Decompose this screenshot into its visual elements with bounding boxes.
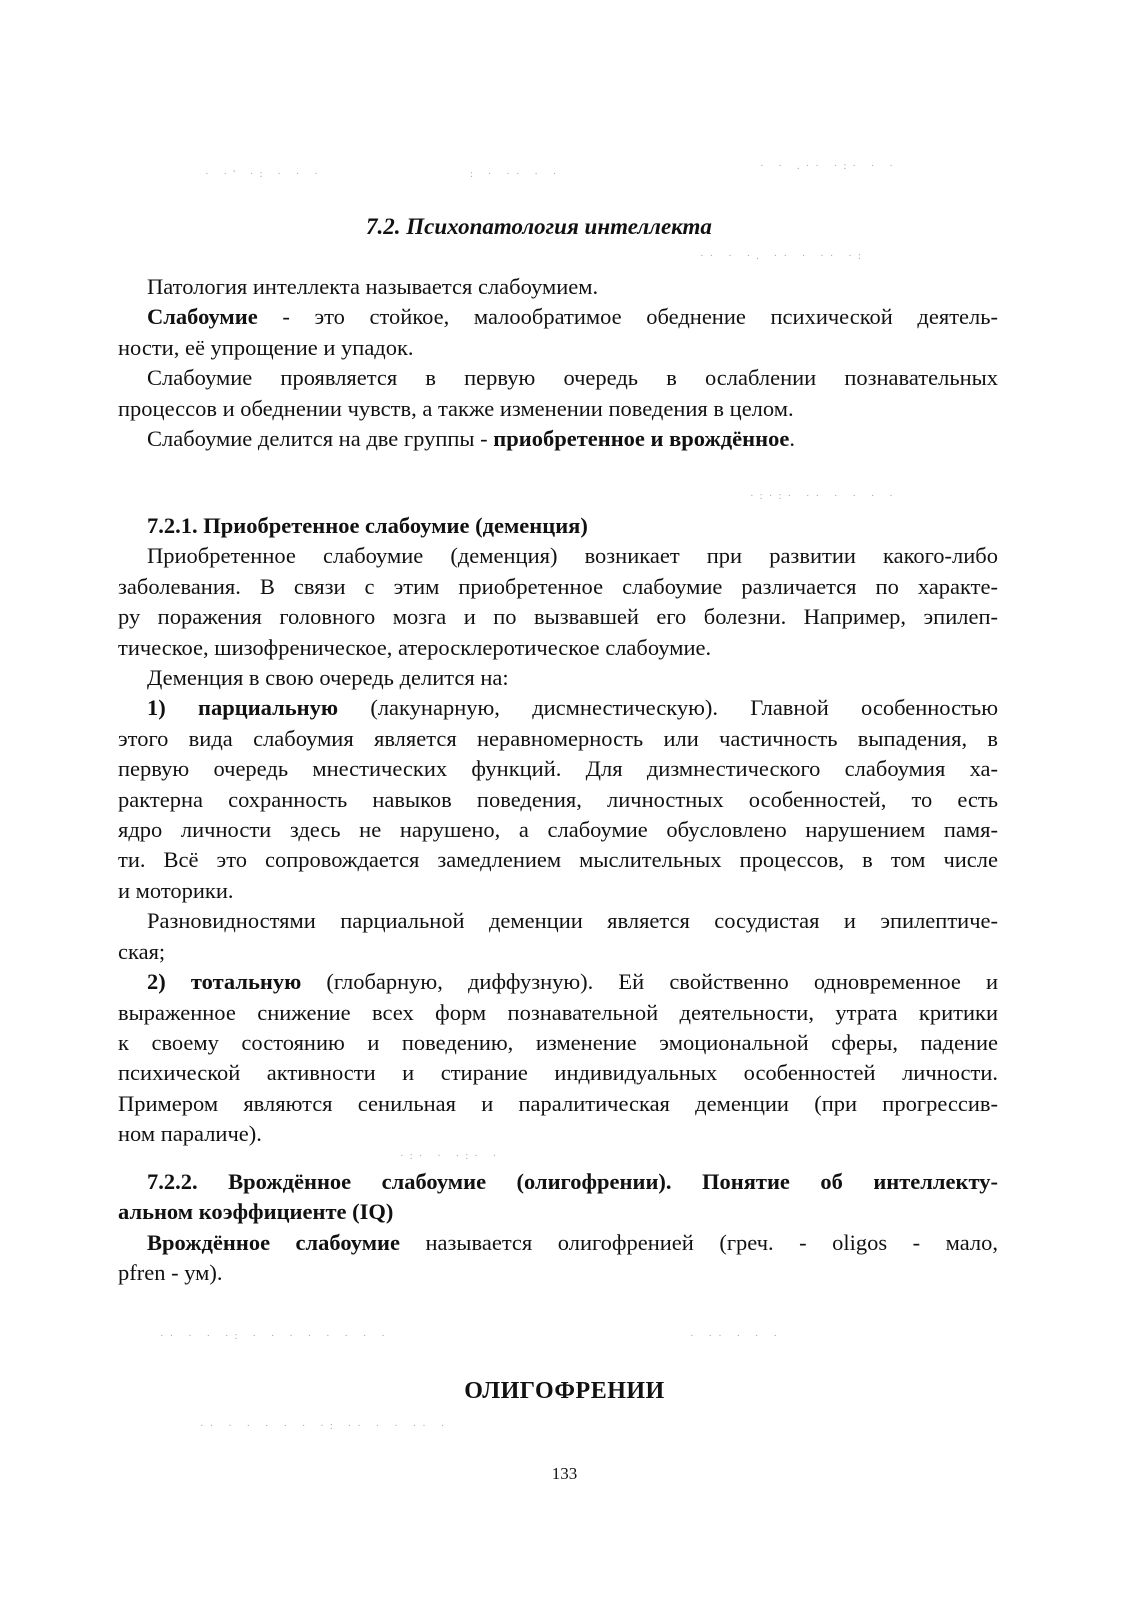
list-item-text: (глобарную, диффузную). Ей свойственно одновременное и [301,969,999,995]
paragraph-line: этого вида слабоумия является неравномерность или частичность выпадения, в [118,725,998,751]
paragraph-line: психической активности и стирание индивидуальных особенностей личности. [118,1060,998,1086]
subsection-heading-line-2: альном коэффициенте (IQ) [118,1199,394,1225]
chapter-heading: ОЛИГОФРЕНИИ [464,1378,665,1404]
scan-noise: · ·' ·: · · · [205,168,324,180]
intro-paragraph-3-line-1: Слабоумие проявляется в первую очередь в ослаблении познавательных [147,365,998,391]
scan-noise: ·· · · ·: · · · · · · · · [160,1330,391,1342]
scan-noise: ·:·:· ·· · · · · [750,490,899,502]
paragraph-line: Разновидностями парциальной деменции является сосудистая и эпилептиче- [147,908,998,934]
paragraph-line: Деменция в свою очередь делится на: [147,665,509,691]
list-item-total [118,967,998,997]
subsection-congenital [118,1167,998,1289]
paragraph-text: называется олигофренией (греч. - oligos - мало, [400,1229,999,1255]
scan-noise: · ·· · · · [690,1330,783,1342]
paragraph-line: и моторики. [118,877,234,903]
term-dementia: Слабоумие [147,304,258,330]
list-item-text: (лакунарную, дисмнестическую). Главной особенностью [338,695,999,721]
paragraph-line [118,1228,998,1258]
scan-noise: : · ·· · · [470,168,563,180]
scan-noise: ·· · · · · · ·: ·· · · ·· · [200,1420,451,1432]
intro-paragraph-4-text: Слабоумие делится на две группы - [147,426,494,452]
intro-paragraph-2-text: - это стойкое, малообратимое обеднение психической деятель- [257,304,998,330]
paragraph-line: выраженное снижение всех форм познавательной деятельности, утрата критики [118,999,998,1025]
list-item-partial [118,693,998,723]
page-number: 133 [551,1464,578,1483]
scan-noise: ·· · ·. ·· · ·· ·: [700,250,867,262]
intro-text [118,272,998,454]
paragraph-line: ская; [118,938,166,964]
section-title: 7.2. Психопатология интеллекта [366,214,712,239]
subsection-heading: 7.2.1. Приобретенное слабоумие (деменция) [147,513,588,538]
paragraph-line: ти. Всё это сопровождается замедлением мыслительных процессов, в том числе [118,847,998,873]
scan-noise: · · .·· ·:· · · [760,160,899,172]
paragraph-line: заболевания. В связи с этим приобретенное слабоумие различается по характе- [118,573,998,599]
intro-paragraph-2-line-1 [118,302,998,332]
paragraph-line: рактерна сохранность навыков поведения, личностных особенностей, то есть [118,786,998,812]
paragraph-line: ядро личности здесь не нарушено, а слабоумие обусловлено нарушением памя- [118,817,998,843]
paragraph-line: ном параличе). [118,1121,262,1147]
list-item-label: 2) тотальную [147,969,302,995]
paragraph-line: Примером являются сенильная и паралитическая деменции (при прогрессив- [118,1090,998,1116]
term-congenital-dementia: Врождённое слабоумие [147,1229,400,1255]
paragraph-line: Приобретенное слабоумие (деменция) возникает при развитии какого-либо [147,543,998,569]
paragraph-line: к своему состоянию и поведению, изменение эмоциональной сферы, падение [118,1029,998,1055]
subsection-heading: 7.2.2. Врождённое слабоумие (олигофрении). Понятие об интеллекту- [147,1169,998,1194]
intro-paragraph-3-line-2: процессов и обеднении чувств, а также изменении поведения в целом. [118,395,794,421]
intro-paragraph-4-bold: приобретенное и врождённое [493,426,790,452]
list-item-label: 1) парциальную [147,695,339,721]
scan-noise: ·:· · ·:· · [400,1150,503,1162]
paragraph-line: первую очередь мнестических функций. Для дизмнестического слабоумия ха- [118,756,998,782]
subsection-acquired [118,511,998,1150]
paragraph-line: ру поражения головного мозга и по вызвавшей его болезни. Например, эпилеп- [118,604,998,630]
intro-paragraph-2-line-2: ности, её упрощение и упадок. [118,334,414,360]
intro-paragraph-1: Патология интеллекта называется слабоумием. [147,274,599,299]
intro-paragraph-4-end: . [789,426,795,452]
intro-paragraph-4 [118,424,998,454]
paragraph-line: pfren - ум). [118,1260,223,1286]
paragraph-line: тическое, шизофреническое, атеросклеротическое слабоумие. [118,634,712,660]
